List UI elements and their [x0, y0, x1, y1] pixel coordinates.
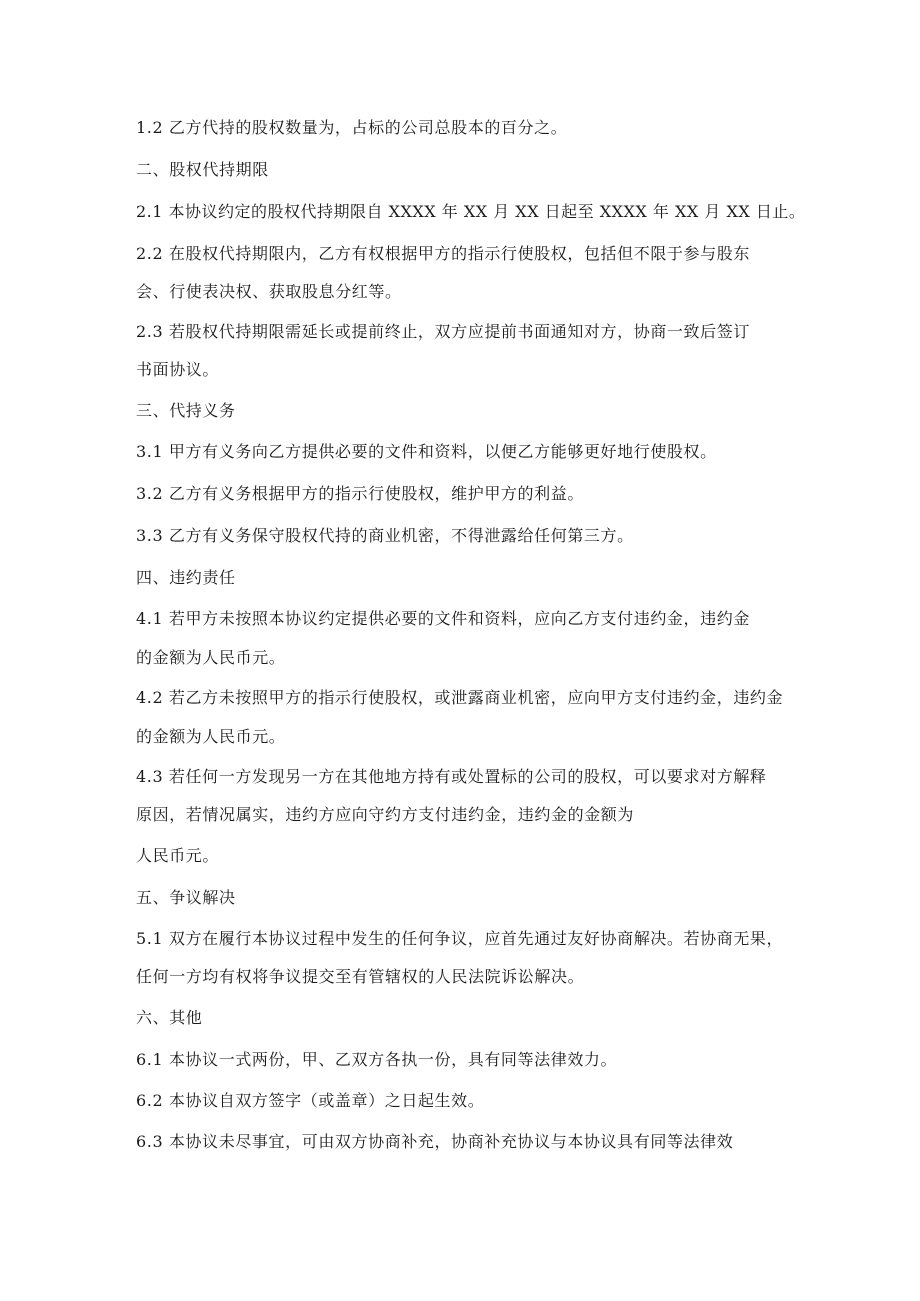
section-heading-6: 六、其他: [136, 1008, 203, 1027]
clause-2-3-line-2: 书面协议。: [136, 360, 220, 379]
clause-6-1: 6.1 本协议一式两份，甲、乙双方各执一份，具有同等法律效力。: [136, 1050, 618, 1069]
clause-4-3-line-1: 4.3 若任何一方发现另一方在其他地方持有或处置标的公司的股权，可以要求对方解释: [136, 767, 767, 786]
clause-3-1: 3.1 甲方有义务向乙方提供必要的文件和资料，以便乙方能够更好地行使股权。: [136, 442, 717, 461]
section-heading-5: 五、争议解决: [136, 888, 236, 907]
clause-3-3: 3.3 乙方有义务保守股权代持的商业机密，不得泄露给任何第三方。: [136, 526, 634, 545]
clause-2-1: 2.1 本协议约定的股权代持期限自 XXXX 年 XX 月 XX 日起至 XXXX 年 XX 月 XX 日止。: [136, 202, 806, 221]
clause-6-3: 6.3 本协议未尽事宜，可由双方协商补充，协商补充协议与本协议具有同等法律效: [136, 1132, 734, 1151]
section-heading-3: 三、代持义务: [136, 401, 236, 420]
section-heading-4: 四、违约责任: [136, 568, 236, 587]
clause-4-2-line-2: 的金额为人民币元。: [136, 727, 286, 746]
clause-4-1-line-1: 4.1 若甲方未按照本协议约定提供必要的文件和资料，应向乙方支付违约金，违约金: [136, 609, 750, 628]
clause-2-2-line-1: 2.2 在股权代持期限内，乙方有权根据甲方的指示行使股权，包括但不限于参与股东: [136, 244, 750, 263]
clause-4-2-line-1: 4.2 若乙方未按照甲方的指示行使股权，或泄露商业机密，应向甲方支付违约金，违约金: [136, 688, 784, 707]
clause-3-2: 3.2 乙方有义务根据甲方的指示行使股权，维护甲方的利益。: [136, 484, 584, 503]
clause-4-3-line-3: 人民币元。: [136, 846, 220, 865]
clause-4-3-line-2: 原因，若情况属实，违约方应向守约方支付违约金，违约金的金额为: [136, 805, 635, 824]
clause-1-2: 1.2 乙方代持的股权数量为，占标的公司总股本的百分之。: [136, 118, 568, 137]
clause-2-2-line-2: 会、行使表决权、获取股息分红等。: [136, 282, 402, 301]
clause-5-1-line-2: 任何一方均有权将争议提交至有管辖权的人民法院诉讼解决。: [136, 967, 585, 986]
clause-4-1-line-2: 的金额为人民币元。: [136, 648, 286, 667]
section-heading-2: 二、股权代持期限: [136, 160, 269, 179]
clause-6-2: 6.2 本协议自双方签字（或盖章）之日起生效。: [136, 1091, 485, 1110]
clause-5-1-line-1: 5.1 双方在履行本协议过程中发生的任何争议，应首先通过友好协商解决。若协商无果，: [136, 929, 784, 948]
clause-2-3-line-1: 2.3 若股权代持期限需延长或提前终止，双方应提前书面通知对方，协商一致后签订: [136, 322, 750, 341]
